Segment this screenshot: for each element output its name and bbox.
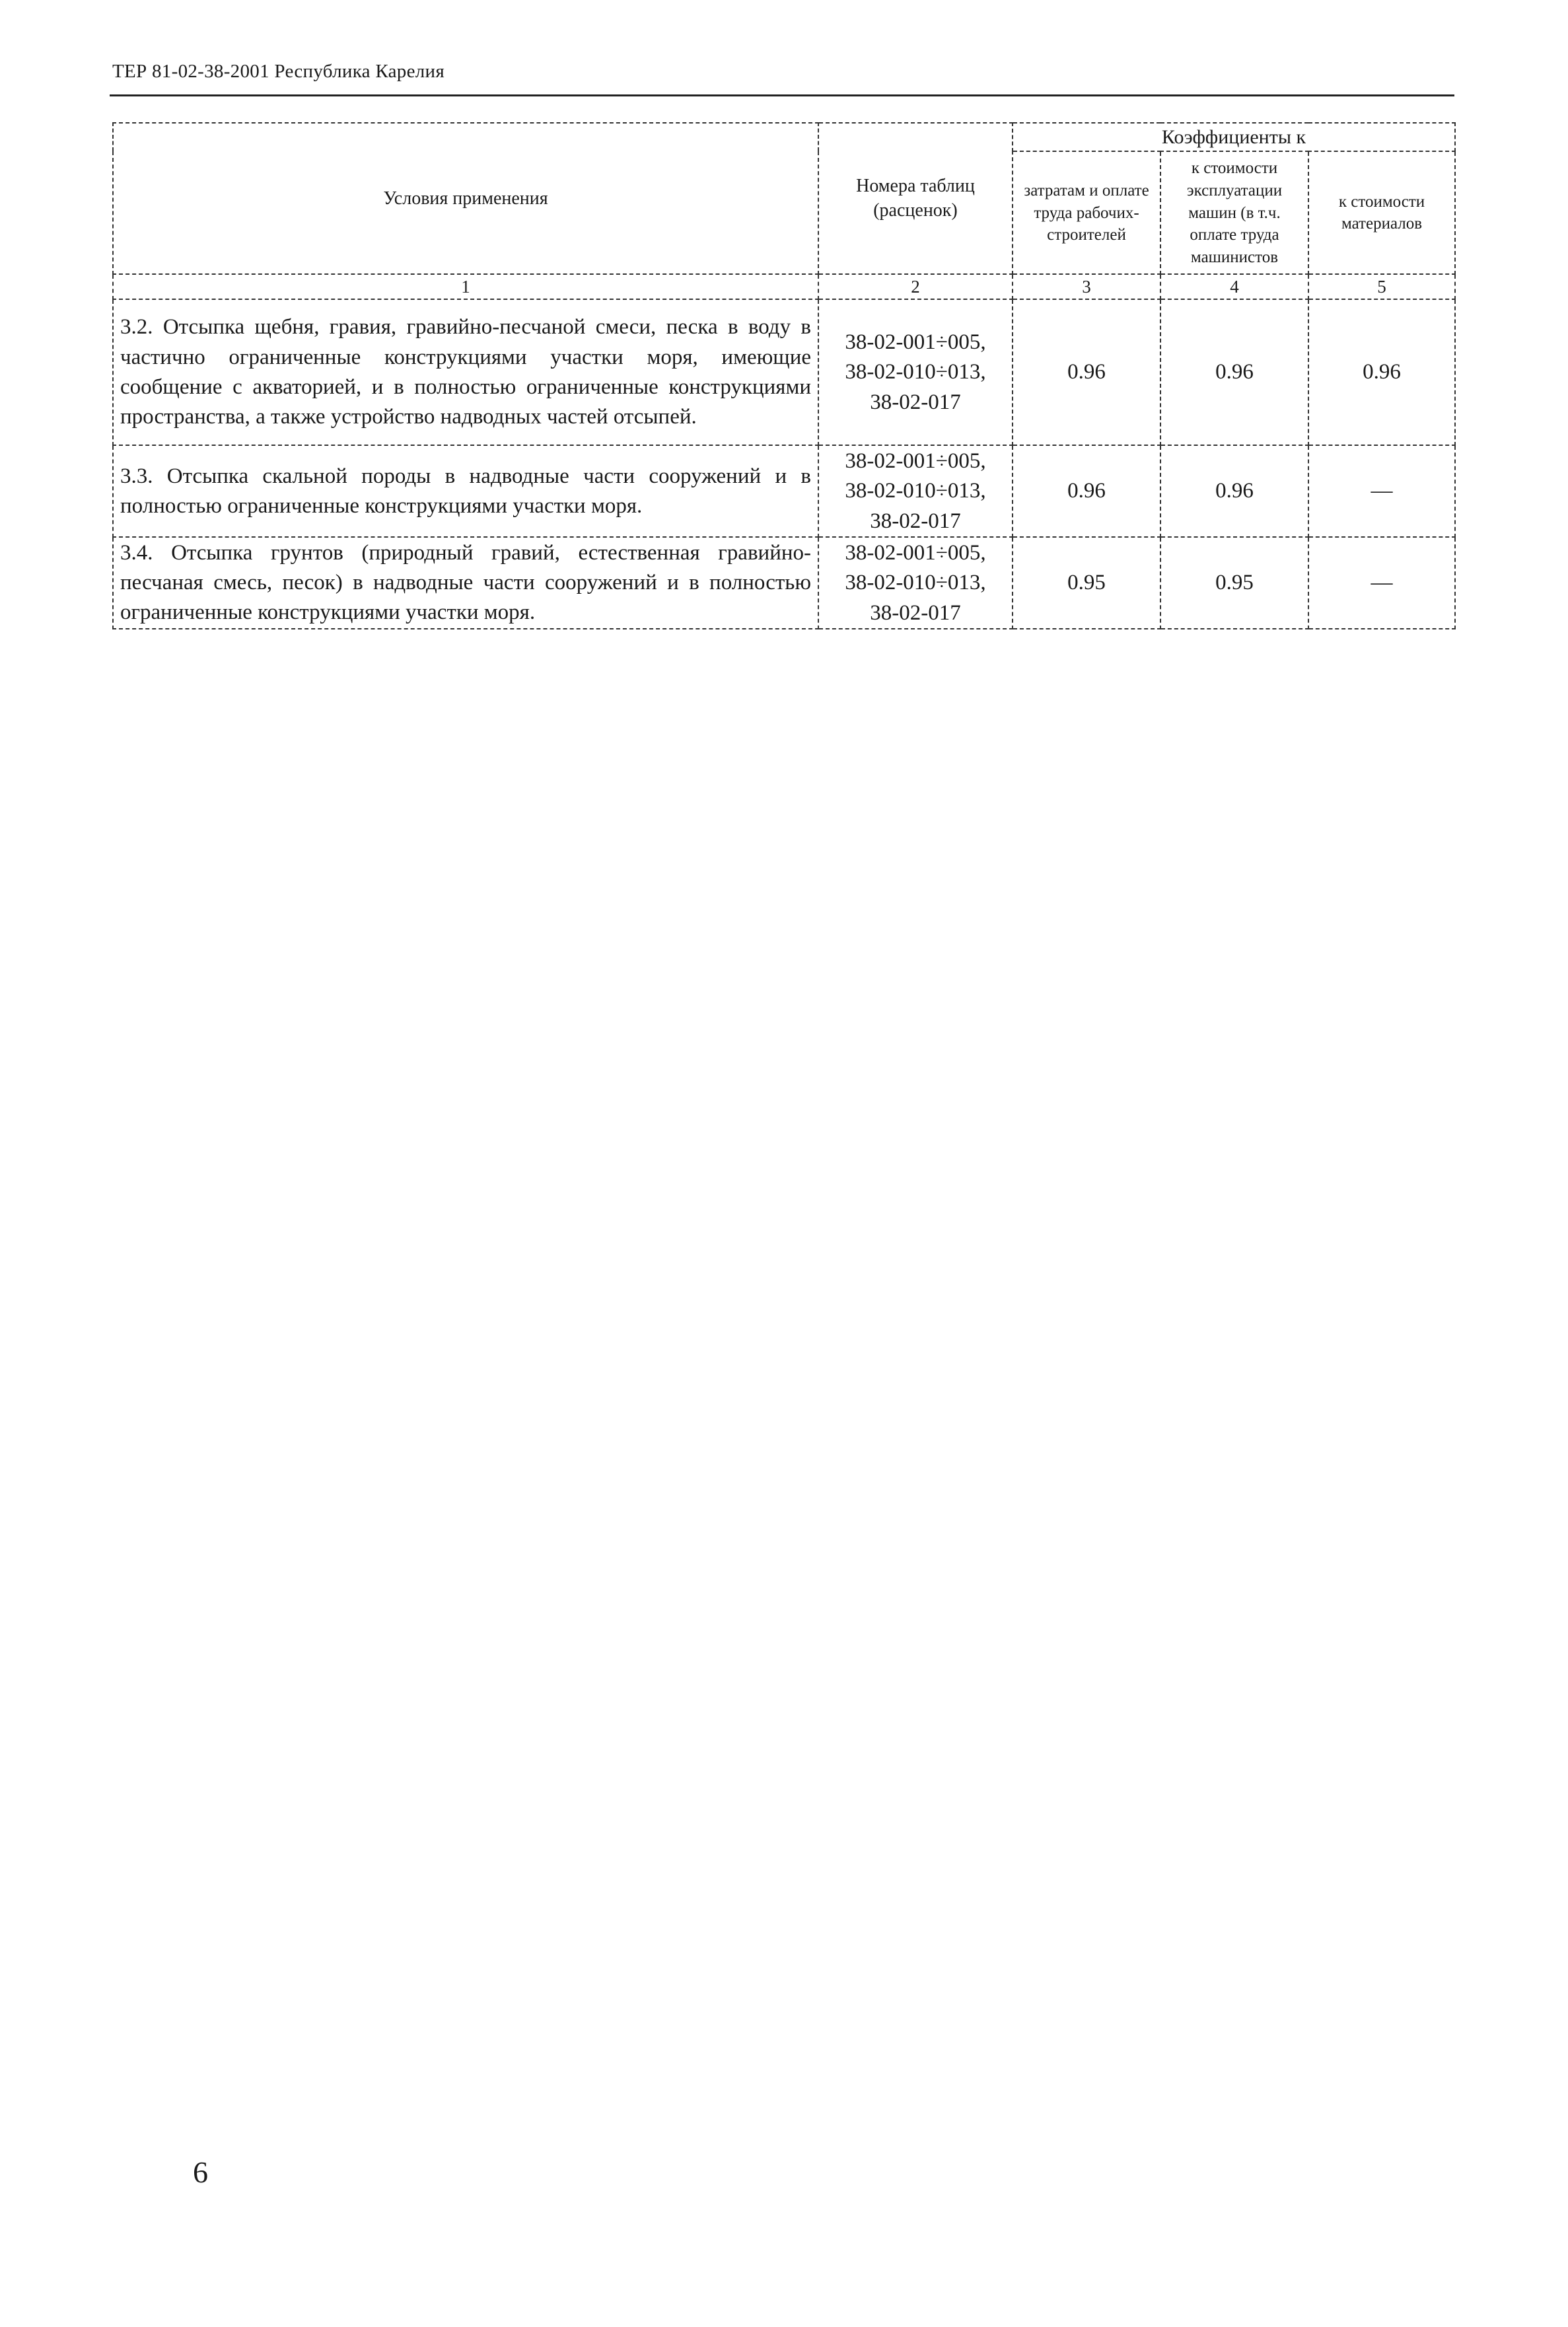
column-number: 2 (818, 274, 1013, 299)
header-machine-costs: к стоимости эксплуатации машин (в т.ч. оплате труда машинистов (1160, 151, 1308, 274)
column-number: 1 (113, 274, 818, 299)
table-number-line: 38-02-017 (870, 390, 961, 414)
header-divider (110, 94, 1454, 96)
material-coefficient-cell: — (1308, 537, 1455, 629)
table-number-line: 38-02-010÷013, (845, 571, 986, 595)
table-row (113, 299, 1455, 445)
table-row (113, 537, 1455, 629)
table-number-line: 38-02-017 (870, 509, 961, 533)
machine-coefficient-cell: 0.96 (1160, 445, 1308, 537)
header-table-numbers: Номера таблиц (расценок) (818, 123, 1013, 274)
header-labor-costs: затратам и оплате труда рабочих-строителей (1013, 151, 1160, 274)
machine-coefficient-cell: 0.96 (1160, 299, 1308, 445)
labor-coefficient-cell: 0.96 (1013, 299, 1160, 445)
header-coefficients-group: Коэффициенты к (1013, 123, 1455, 151)
table-number-line: 38-02-010÷013, (845, 360, 986, 384)
labor-coefficient-cell: 0.96 (1013, 445, 1160, 537)
column-number: 5 (1308, 274, 1455, 299)
table-numbers-cell (818, 445, 1013, 537)
table-number-line: 38-02-010÷013, (845, 479, 986, 503)
page-header: ТЕР 81-02-38-2001 Республика Карелия (112, 61, 445, 82)
header-conditions: Условия применения (113, 123, 818, 274)
condition-cell: 3.4. Отсыпка грунтов (природный гравий, естественная гравийно-песчаная смесь, песок) в надводные части сооружений и в полностью ограниченные конструкциями участки моря. (113, 537, 818, 629)
column-number: 3 (1013, 274, 1160, 299)
machine-coefficient-cell: 0.95 (1160, 537, 1308, 629)
material-coefficient-cell: 0.96 (1308, 299, 1455, 445)
table-numbers-cell (818, 537, 1013, 629)
coefficients-table (112, 122, 1456, 629)
material-coefficient-cell: — (1308, 445, 1455, 537)
table-row (113, 445, 1455, 537)
labor-coefficient-cell: 0.95 (1013, 537, 1160, 629)
condition-cell: 3.2. Отсыпка щебня, гравия, гравийно-песчаной смеси, песка в воду в частично ограниченные конструкциями участки моря, имеющие сообщение с акваторией, и в полностью ограниченные конструкциями пространства, а также устройство надводных частей отсыпей. (113, 299, 818, 445)
table-number-line: 38-02-017 (870, 600, 961, 625)
condition-cell: 3.3. Отсыпка скальной породы в надводные части сооружений и в полностью ограниченные конструкциями участки моря. (113, 445, 818, 537)
table-number-line: 38-02-001÷005, (845, 448, 986, 473)
table-number-line: 38-02-001÷005, (845, 540, 986, 565)
column-number: 4 (1160, 274, 1308, 299)
table-numbers-cell (818, 299, 1013, 445)
table-number-line: 38-02-001÷005, (845, 330, 986, 354)
header-material-costs: к стоимости материалов (1308, 151, 1455, 274)
page-number: 6 (193, 2155, 208, 2189)
column-number-row (113, 274, 1455, 299)
